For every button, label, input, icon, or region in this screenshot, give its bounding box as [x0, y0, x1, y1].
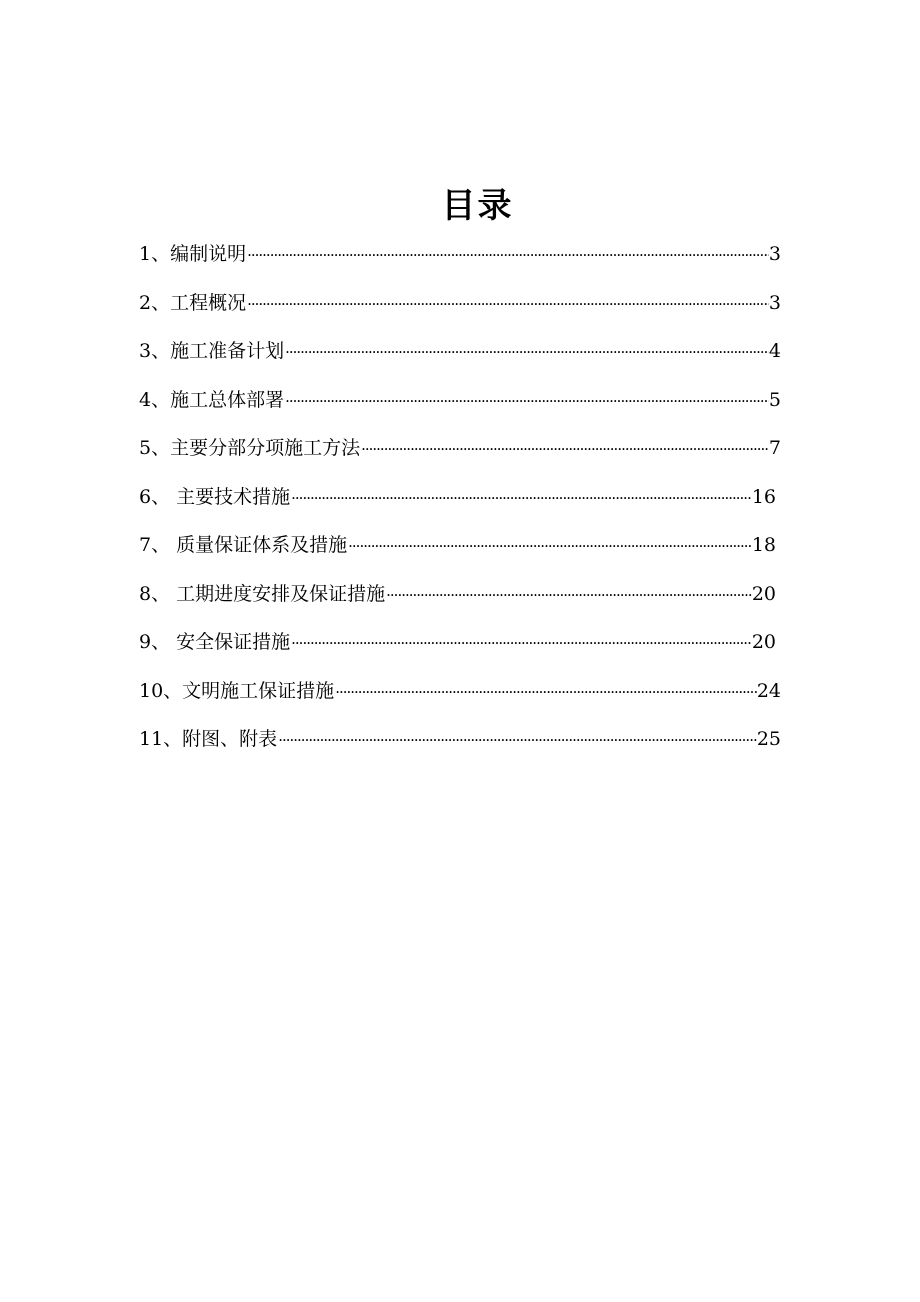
toc-item-page: 16: [751, 485, 776, 508]
toc-item-1[interactable]: [139, 230, 781, 279]
toc-item-label: 8、 工期进度安排及保证措施: [139, 582, 386, 605]
toc-item-page: 3: [768, 291, 781, 314]
toc-item-label: 4、施工总体部署: [139, 388, 285, 411]
toc-item-page: 20: [751, 582, 776, 605]
toc-item-8[interactable]: [139, 570, 781, 619]
toc-item-label: 3、施工准备计划: [139, 340, 285, 362]
toc-item-page: 5: [768, 388, 781, 411]
toc-leader-dots: [334, 668, 757, 716]
toc-item-9[interactable]: [139, 618, 781, 667]
toc-item-page: 18: [751, 534, 776, 556]
toc-item-label: 11、附图、附表: [139, 728, 278, 750]
toc-item-page: 20: [751, 631, 776, 653]
toc-leader-dots: [385, 571, 752, 619]
table-of-contents: [139, 230, 781, 764]
toc-item-label: 9、 安全保证措施: [139, 631, 291, 653]
toc-item-label: 1、编制说明: [139, 243, 247, 265]
page-title: 目录: [441, 186, 514, 226]
toc-item-7[interactable]: [139, 521, 781, 570]
toc-item-label: 7、 质量保证体系及措施: [139, 534, 348, 556]
toc-leader-dots: [277, 716, 757, 764]
toc-item-page: 4: [768, 340, 781, 362]
toc-leader-dots: [290, 619, 752, 667]
toc-item-10[interactable]: [139, 667, 781, 716]
toc-item-label: 10、文明施工保证措施: [139, 679, 335, 702]
toc-leader-dots: [347, 522, 752, 570]
toc-item-page: 3: [768, 243, 781, 265]
toc-item-3[interactable]: [139, 327, 781, 376]
toc-leader-dots: [246, 231, 769, 279]
toc-item-11[interactable]: [139, 715, 781, 764]
toc-item-label: 6、 主要技术措施: [139, 485, 291, 508]
toc-leader-dots: [360, 425, 769, 473]
toc-item-page: 25: [756, 728, 781, 750]
toc-leader-dots: [246, 280, 769, 328]
toc-item-label: 2、工程概况: [139, 291, 247, 314]
toc-item-page: 7: [768, 437, 781, 459]
toc-leader-dots: [284, 328, 769, 376]
toc-leader-dots: [284, 377, 769, 425]
toc-item-label: 5、主要分部分项施工方法: [139, 437, 361, 459]
toc-leader-dots: [290, 474, 752, 522]
toc-item-page: 24: [756, 679, 781, 702]
toc-item-6[interactable]: [139, 473, 781, 522]
toc-item-2[interactable]: [139, 279, 781, 328]
toc-item-5[interactable]: [139, 424, 781, 473]
toc-item-4[interactable]: [139, 376, 781, 425]
